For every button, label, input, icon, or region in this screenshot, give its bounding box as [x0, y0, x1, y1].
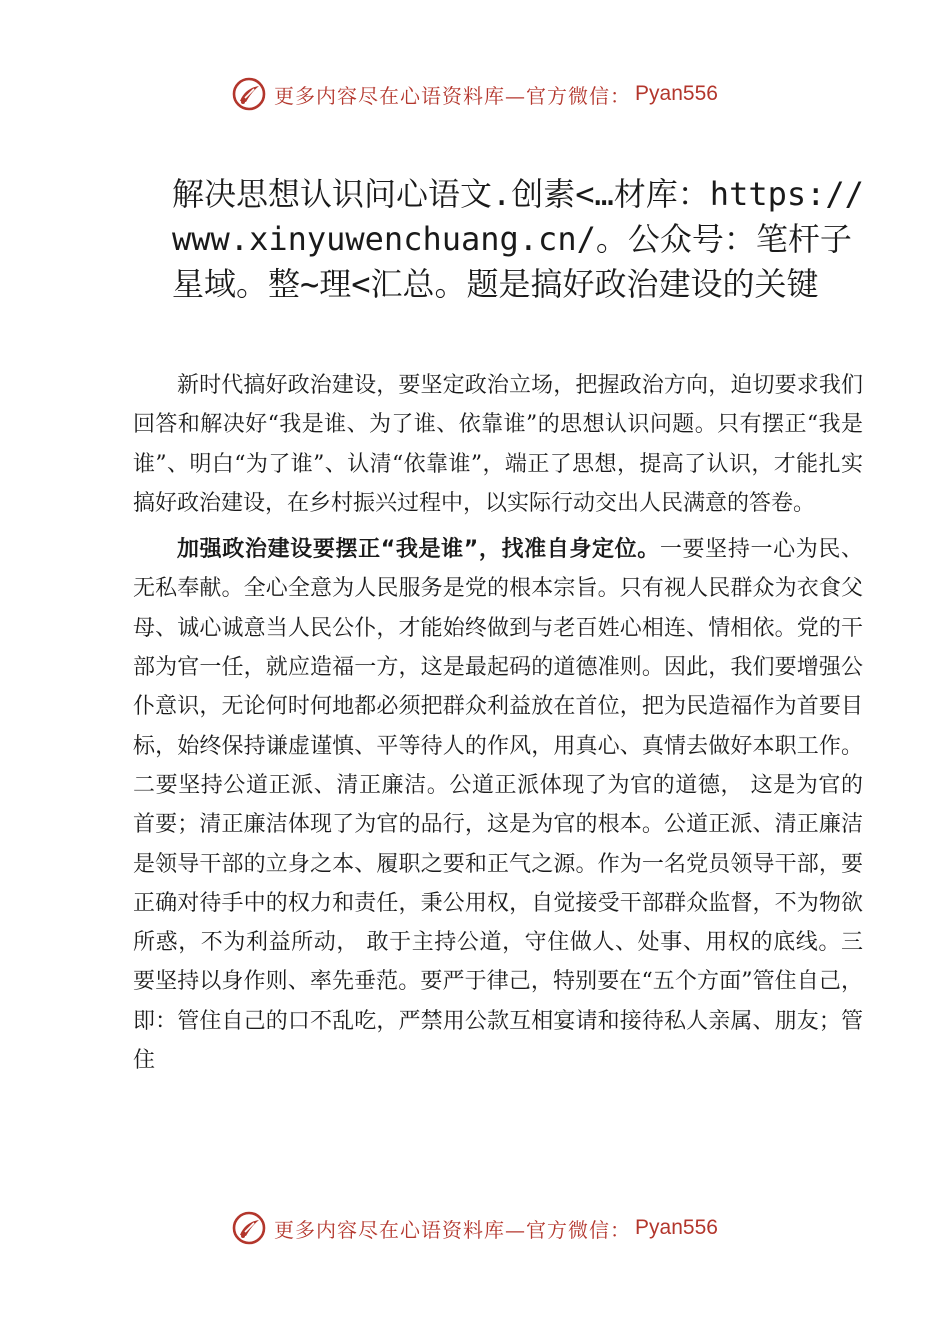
header-banner: [0, 72, 950, 116]
paragraph-text: 一要坚持一心为民、无私奉献。全心全意为人民服务是党的根本宗旨。只有视人民群众为衣食父母、诚心诚意当人民公仆，才能始终做到与老百姓心相连、情相依。党的干部为官一任，就应造福一方，这是最起码的道德准则。因此，我们要增强公仆意识，无论何时何地都必须把群众利益放在首位，把为民造福作为首要目标，始终保持谦虚谨慎、平等待人的作风，用真心、真情去做好本职工作。二要坚持公道正派、清正廉洁。公道正派体现了为官的道德， 这是为官的首要；清正廉洁体现了为官的品行，这是为官的根本。公道正派、清正廉洁是领导干部的立身之本、履职之要和正气之源。作为一名党员领导干部，要正确对待手中的权力和责任，秉公用权，自觉接受干部群众监督，不为物欲所惑，不为利益所动， 敢于主持公道，守住做人、处事、用权的底线。三要坚持以身作则、率先垂范。要严于律己，特别要在“五个方面”管住自己， 即：管住自己的口不乱吃，严禁用公款互相宴请和接待私人亲属、朋友；管住: [133, 537, 863, 1074]
document-title: 解决思想认识问心语文.创素<…材库：https://www.xinyuwenchuang.cn/。公众号：笔杆子星域。整~理<汇总。题是搞好政治建设的关键: [172, 175, 864, 303]
footer-banner: [0, 1206, 950, 1250]
banner-text: 更多内容尽在心语资料库—官方微信：: [274, 1217, 632, 1242]
paragraph: [133, 366, 863, 523]
paragraph-text: 新时代搞好政治建设，要坚定政治立场，把握政治方向，迫切要求我们回答和解决好“我是谁、为了谁、依靠谁”的思想认识问题。只有摆正“我是谁”、明白“为了谁”、认清“依靠谁”，端正了思想，提高了认识，才能扎实搞好政治建设，在乡村振兴过程中，以实际行动交出人民满意的答卷。: [133, 373, 863, 516]
banner-wechat-id: Pyan556: [635, 1216, 718, 1239]
document-body: [133, 366, 863, 1087]
banner-text: 更多内容尽在心语资料库—官方微信：: [274, 83, 632, 108]
xinyu-logo-icon: [232, 1211, 266, 1245]
xinyu-logo-icon: [232, 77, 266, 111]
paragraph: [133, 530, 863, 1080]
banner-wechat-id: Pyan556: [635, 82, 718, 105]
paragraph-lead: 加强政治建设要摆正“我是谁”，找准自身定位。: [177, 537, 660, 563]
